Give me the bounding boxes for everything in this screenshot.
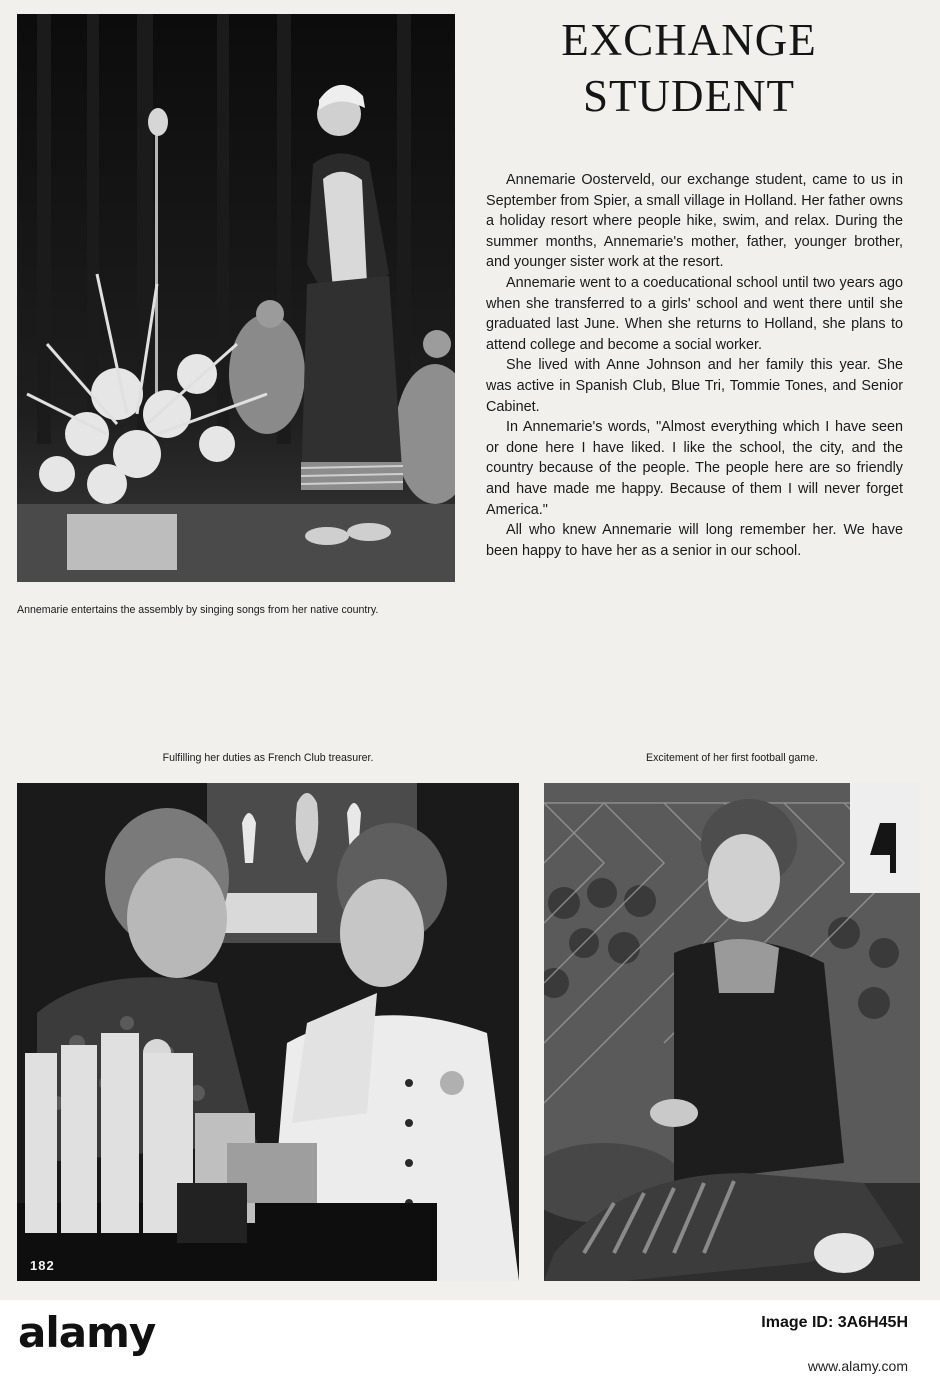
paragraph: Annemarie Oosterveld, our exchange student, came to us in September from Spier, a small village in Holland. Her father owns a holiday resort where people hike, swim, and relax. During the summer months, Annemarie's mother, father, younger brother, and younger sister work at the resort. <box>486 172 903 271</box>
paragraph: In Annemarie's words, "Almost everything which I have seen or done here I have liked. I like the school, the city, and the country because of the people. The people here are so friendly and have made me happy. Because of them I will never forget America." <box>486 419 903 518</box>
page-title <box>480 12 898 124</box>
french-club-caption: Fulfilling her duties as French Club treasurer. <box>162 752 374 764</box>
image-id-label: Image ID: 3A6H45H <box>761 1314 908 1331</box>
assembly-singing-photo <box>17 14 455 582</box>
french-club-photo <box>17 783 519 1281</box>
football-game-photo <box>544 783 920 1281</box>
paragraph: All who knew Annemarie will long remember her. We have been happy to have her as a senior in our school. <box>486 522 903 559</box>
title-line-2: STUDENT <box>583 71 795 121</box>
paragraph: Annemarie went to a coeducational school until two years ago when she transferred to a girls' school and went there until she graduated last June. When she returns to Holland, she plans to attend college and become a social worker. <box>486 274 903 353</box>
page-number: 182 <box>30 1258 55 1273</box>
assembly-caption: Annemarie entertains the assembly by singing songs from her native country. <box>17 604 379 616</box>
site-url[interactable]: www.alamy.com <box>807 1358 908 1374</box>
paragraph: She lived with Anne Johnson and her family this year. She was active in Spanish Club, Blue Tri, Tommie Tones, and Senior Cabinet. <box>486 357 903 415</box>
article-body <box>486 170 903 561</box>
football-caption: Excitement of her first football game. <box>646 752 818 764</box>
stock-logo: alamy <box>18 1308 156 1357</box>
title-line-1: EXCHANGE <box>561 15 817 65</box>
